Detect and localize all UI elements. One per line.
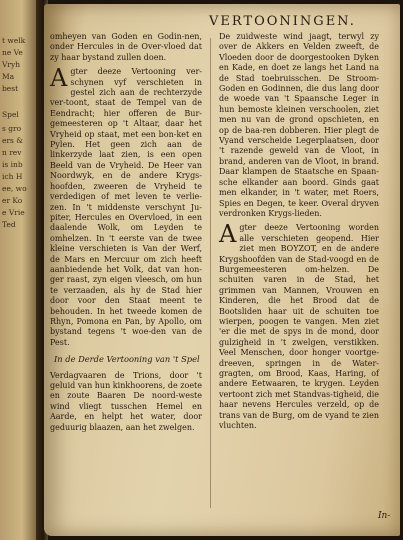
- catchword: In-: [378, 511, 391, 521]
- left-fragment: is inb: [2, 160, 23, 169]
- left-fragment: n rev: [2, 148, 22, 157]
- left-fragment: Ted: [2, 220, 16, 229]
- paragraph: Verdagvaaren de Trions, door 't geluid van hun kinkhoorens, de zoete en zoute Baaren De noord-weste wind vliegt tusschen Hemel en Aarde, en helpt het water, door geduurig blaazen, aan het zwelgen.: [50, 370, 202, 432]
- column-left: [50, 32, 202, 437]
- paragraph-text: gter deeze Vertooning worden alle verschieten geopend. Hier ziet men BOYZOT, en de andere Krygshoofden van de Stad-voogd en de Burgemeesteren om-helzen. De schuiten varen in de Stad, het grimmen van Mannen, Vrouwen en Kinderen, die het Brood dat de Bootsliden haar uit de schuiten toe wierpen, poogen te vangen. Men ziet 'er die met de spys in de mond, door gulzigheid in 't zwelgen, verstikken. Veel Menschen, door honger voortge-dreeven, springen in de Water-gragten, om Brood, Kaas, Haring, of andere Eetwaaren, te krygen. Leyden vertoont zich met Standvas-tigheid, die haar nevens Hercules verzeld, op de trans van de Burg, om de vyand te zien vluchten.: [219, 223, 379, 431]
- section-heading: In de Derde Vertooning van 't Spel: [54, 354, 200, 365]
- paragraph: [50, 64, 202, 348]
- right-page: [44, 4, 400, 536]
- column-right: [219, 32, 379, 435]
- left-fragment: best: [2, 84, 19, 93]
- drop-cap: A: [50, 64, 68, 93]
- running-header: VERTOONINGEN.: [209, 14, 356, 29]
- left-fragment: s gro: [2, 124, 22, 133]
- left-fragment: Ma: [2, 72, 15, 81]
- paragraph: [219, 220, 379, 431]
- column-divider: [210, 38, 211, 508]
- left-fragment: Vryh: [2, 60, 21, 69]
- left-fragment: ne Ve: [2, 48, 23, 57]
- left-fragment: er Ko: [2, 196, 23, 205]
- left-fragment: ers &: [2, 136, 23, 145]
- left-fragment: ich H: [2, 172, 23, 181]
- drop-cap: A: [219, 220, 237, 249]
- paragraph: De zuidweste wind jaagt, terwyl zy over de Akkers en Velden zweeft, de Vloeden door de doorgestooken Dyken en Kade, en doet ze langs het Land na de Stad toebruisschen. De Stroom-Goden en Godinnen, die dus lang door de woede van 't Spaansche Leger in hun bemoste kleinen verschoolen, ziet men nu van de grond opschieten, en op de baa-ren dobberen. Hier plegt de Vyand verscheide Legerplaatsen, door 't razende geweld van de Vloot, in brand, anderen van de Vloot, in brand. Daar klampen de Staatsche en Spaan-sche elkander aan boord. Ginds gaat men elkander, in 't water, met Roers, Spies en Degen, te keer. Overal dryven verdronken Krygs-lieden.: [219, 32, 379, 218]
- left-fragment: e Vrie: [2, 208, 25, 217]
- left-fragment: Spel: [2, 110, 19, 119]
- left-page-edge: [0, 0, 40, 540]
- paragraph-text: gter deeze Vertooning ver-schynen vyf verschieten in gestel zich aan de rechterzyde ver-toont, staat de Tempel van de Eendracht; hier offeren de Bur-gemeesteren op 't Altaar, daar het Vryheid op staat, met een bon-ket en Pylen. Het geen zich aan de linkerzyde laat zien, is een open Beeld van de Vryheid. De Heer van Noordwyk, en de andere Krygs-hoofden, zweeren de Vryheid te verdedigen of met leven te verlie-zen. In 't middenste verschynt Ju-piter, Hercules en Overvloed, in een daalende Wolk, om Leyden te omhelzen. In 't eerste van de twee kleine verschieten is Van der Werf, de Mars en Mercuur om zich heeft aanbiedende het Volk, dat van hon-ger raast, zyn eigen vleesch, om hun te verzaaden, als hy de Stad hier door voor den Staat meent te behouden. In het tweede komen de Rhyn, Pomona en Pan, by Apollo, om bystand tegens 't woe-den van de Pest.: [50, 67, 202, 347]
- left-fragment: ee, wo: [2, 184, 27, 193]
- paragraph: omheyen van Goden en Godin-nen, onder Hercules in de Over-vloed dat zy haar bystand zullen doen.: [50, 32, 202, 62]
- left-fragment: t welk: [2, 36, 26, 45]
